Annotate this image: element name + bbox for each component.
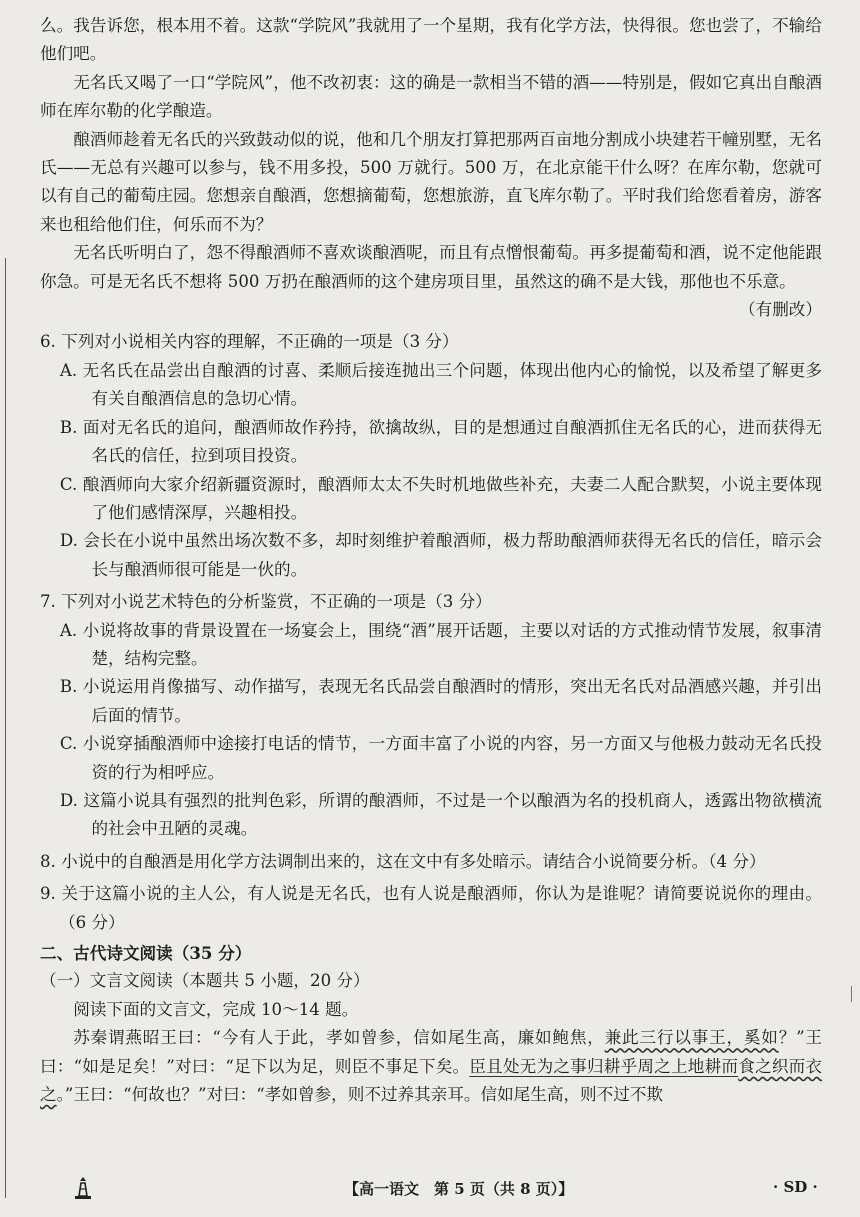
question-6-stem: 6. 下列对小说相关内容的理解，不正确的一项是（3 分） <box>40 332 459 352</box>
classical-text-wavy-2: 食之织而衣之 <box>40 1056 823 1105</box>
page-footer <box>0 1174 860 1204</box>
footer-code: · SD · <box>773 1178 818 1196</box>
classical-text-part-a: 苏秦谓燕昭王曰：“今有人于此，孝如曾参，信如尾生高，廉如鲍焦， <box>73 1028 605 1048</box>
section-2-title: 二、古代诗文阅读（35 分） <box>40 943 252 963</box>
question-6-option-d: D. 会长在小说中虽然出场次数不多，却时刻维护着酿酒师，极力帮助酿酒师获得无名氏的信任，暗示会长与酿酒师很可能是一伙的。 <box>59 531 822 579</box>
classical-text-part-b: ？”王曰：“如是足矣！”对曰：“足下以为足，则臣不事足下矣。 <box>40 1028 823 1076</box>
section-2-instruction: 阅读下面的文言文，完成 10～14 题。 <box>73 999 359 1019</box>
classical-text <box>40 1024 822 1109</box>
page-content <box>40 12 822 1109</box>
section-2-subtitle: （一）文言文阅读（本题共 5 小题，20 分） <box>40 971 370 991</box>
passage-paragraph-1: 么。我告诉您，根本用不着。这款“学院风”我就用了一个星期，我有化学方法，快得很。您也尝了，不输给他们吧。 <box>40 16 822 64</box>
question-7-stem: 7. 下列对小说艺术特色的分析鉴赏，不正确的一项是（3 分） <box>40 592 492 612</box>
question-6-option-a: A. 无名氏在品尝出自酿酒的讨喜、柔顺后接连抛出三个问题，体现出他内心的愉悦，以及希望了解更多有关自酿酒信息的急切心情。 <box>59 360 822 409</box>
question-7-option-b: B. 小说运用肖像描写、动作描写，表现无名氏品尝自酿酒时的情形，突出无名氏对品酒感兴趣，并引出后面的情节。 <box>59 677 822 725</box>
margin-mark <box>851 986 852 1002</box>
question-7-option-a: A. 小说将故事的背景设置在一场宴会上，围绕“酒”展开话题，主要以对话的方式推动情节发展，叙事清楚，结构完整。 <box>59 620 822 668</box>
lighthouse-logo <box>74 1176 92 1204</box>
passage-paragraph-2: 无名氏又喝了一口“学院风”，他不改初衷：这的确是一款相当不错的酒——特别是，假如它真出自酿酒师在库尔勒的化学酿造。 <box>40 72 822 121</box>
edit-note: （有删改） <box>739 300 822 320</box>
question-6-option-c: C. 酿酒师向大家介绍新疆资源时，酿酒师太太不失时机地做些补充，夫妻二人配合默契，小说主要体现了他们感情深厚，兴趣相投。 <box>59 474 822 522</box>
passage-paragraph-4: 无名氏听明白了，怨不得酿酒师不喜欢谈酿酒呢，而且有点憎恨葡萄。再多提葡萄和酒，说不定他能跟你急。可是无名氏不想将 500 万扔在酿酒师的这个建房项目里，虽然这的确不是大钱，那他也不乐意。 <box>40 243 822 291</box>
question-7-option-c: C. 小说穿插酿酒师中途接打电话的情节，一方面丰富了小说的内容，另一方面又与他极力鼓动无名氏投资的行为相呼应。 <box>59 734 822 782</box>
question-8: 8. 小说中的自酿酒是用化学方法调制出来的，这在文中有多处暗示。请结合小说简要分析。（4 分） <box>40 851 766 871</box>
passage-paragraph-3: 酿酒师趁着无名氏的兴致鼓动似的说，他和几个朋友打算把那两百亩地分割成小块建若干幢别墅，无名氏——无总有兴趣可以参与，钱不用多投，500 万就行。500 万，在北京能干什么呀？在库尔勒，您就可以有自己的葡萄庄园。您想亲自酿酒，您想摘葡萄，您想旅游，直飞库尔勒了。平时我们给您看着房，游客来也租给他们住，何乐而不为？ <box>40 129 822 234</box>
question-9: 9. 关于这篇小说的主人公，有人说是无名氏，也有人说是酿酒师，你认为是谁呢？请简要说说你的理由。（6 分） <box>40 884 822 932</box>
footer-title: 【高一语文 第 5 页（共 8 页）】 <box>344 1180 574 1198</box>
classical-text-wavy-1: 兼此三行以事王，奚如 <box>604 1028 779 1048</box>
binding-line <box>5 258 6 1198</box>
question-6-option-b: B. 面对无名氏的追问，酿酒师故作矜持，欲擒故纵，目的是想通过自酿酒抓住无名氏的心，进而获得无名氏的信任，拉到项目投资。 <box>59 417 822 466</box>
classical-text-part-c: 。”王曰：“何故也？”对曰：“孝如曾参，则不过养其亲耳。信如尾生高，则不过不欺 <box>56 1085 664 1105</box>
classical-text-underlined: 臣且处无为之事归耕乎周之上地耕而 <box>469 1056 739 1076</box>
question-7-option-d: D. 这篇小说具有强烈的批判色彩，所谓的酿酒师，不过是一个以酿酒为名的投机商人，透露出物欲横流的社会中丑陋的灵魂。 <box>59 790 822 839</box>
